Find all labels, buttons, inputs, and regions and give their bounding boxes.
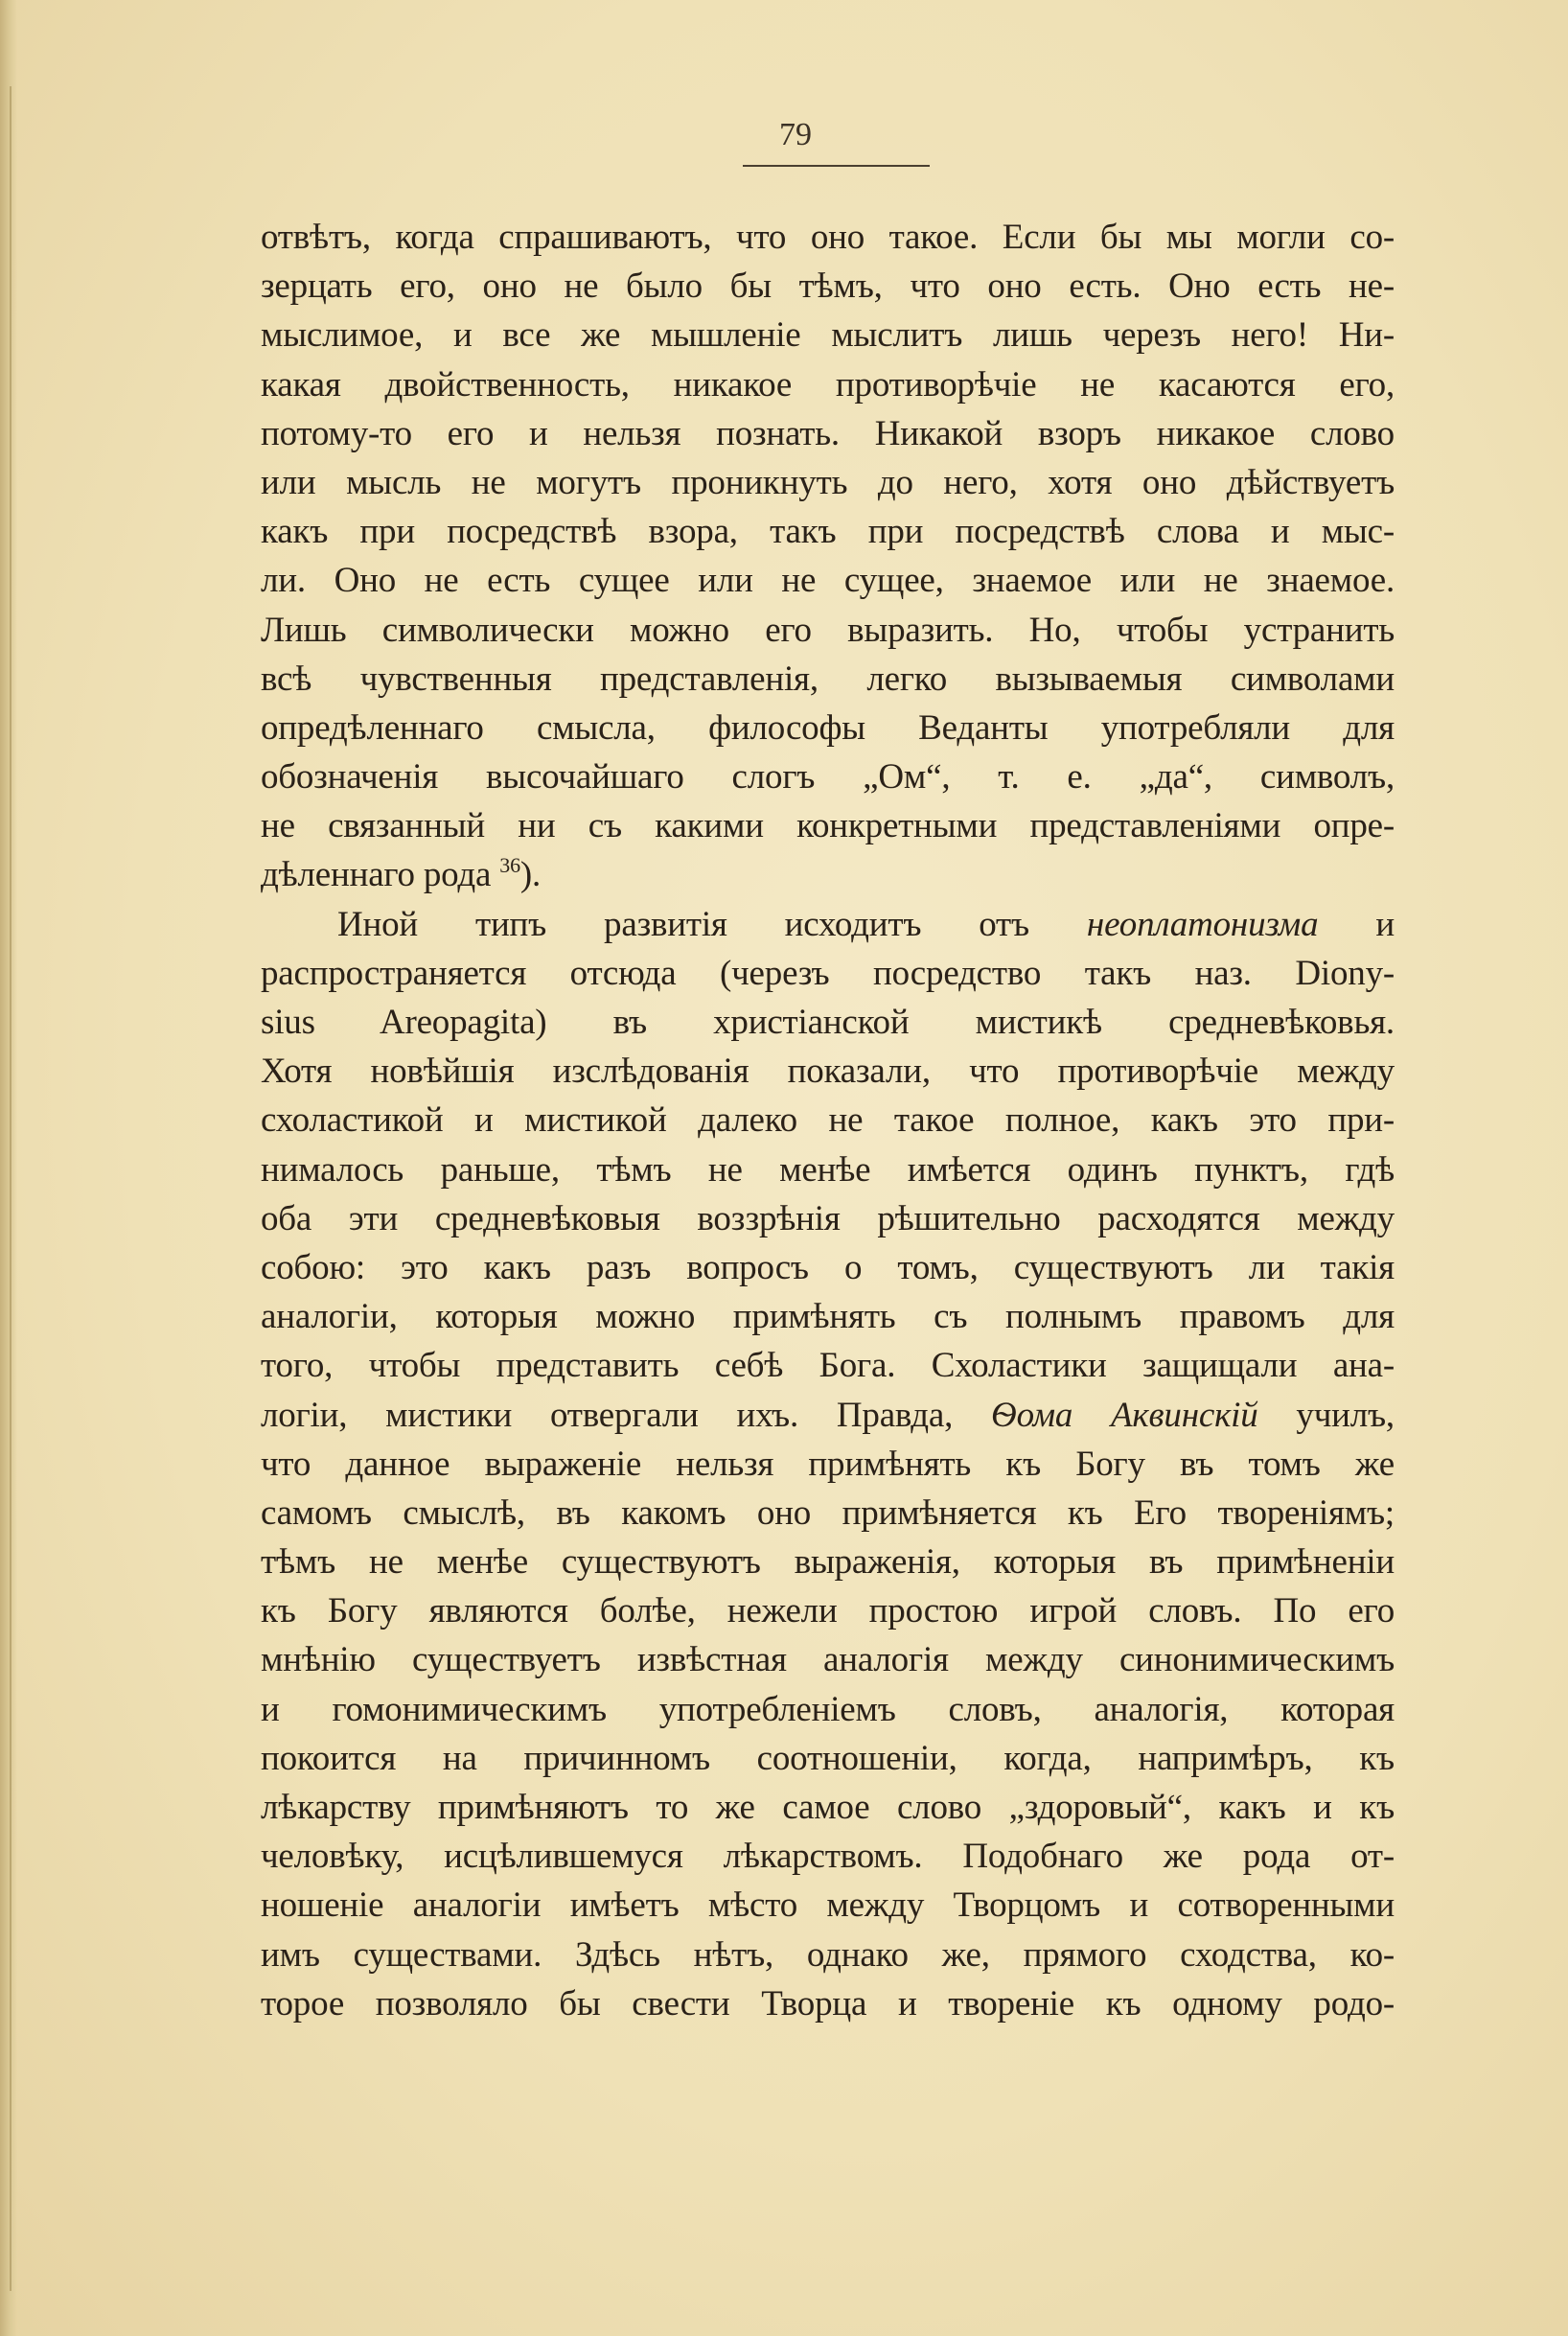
- text-line: мнѣнію существуетъ извѣстная аналогія между синонимическимъ: [261, 1640, 1395, 1680]
- italic-name: Ѳома Аквинскій: [991, 1395, 1258, 1435]
- paragraph-first-line: [261, 900, 1395, 949]
- line-text: и: [1375, 904, 1395, 944]
- binding-edge: [10, 86, 12, 2291]
- text-line: распространяется отсюда (черезъ посредство такъ наз. Dionу-: [261, 953, 1395, 993]
- italic-term: неоплатонизма: [1086, 904, 1319, 944]
- line-text: ).: [519, 855, 542, 895]
- text-line: [261, 1391, 1395, 1440]
- text-line: человѣку, исцѣлившемуся лѣкарствомъ. Подобнаго же рода от-: [261, 1837, 1395, 1877]
- text-line: имъ существами. Здѣсь нѣтъ, однако же, прямого сходства, ко-: [261, 1934, 1395, 1975]
- text-line: собою: это какъ разъ вопросъ о томъ, существуютъ ли такія: [261, 1247, 1395, 1287]
- text-line: обозначенія высочайшаго слогъ „Ом“, т. е. „да“, символъ,: [261, 757, 1395, 798]
- text-line: мыслимое, и все же мышленіе мыслитъ лишь черезъ него! Ни-: [261, 315, 1395, 356]
- text-line: не связанный ни съ какими конкретными представленіями опре-: [261, 806, 1395, 846]
- text-line: торое позволяло бы свести Творца и твореніе къ одному родо-: [261, 1983, 1395, 2024]
- line-text: дѣленнаго рода: [261, 855, 492, 895]
- text-line: тѣмъ не менѣе существуютъ выраженія, которыя въ примѣненіи: [261, 1542, 1395, 1583]
- page-spine-shadow: [0, 0, 17, 2336]
- text-line: Лишь символически можно его выразить. Но, чтобы устранить: [261, 610, 1395, 650]
- text-line: потому-то его и нельзя познать. Никакой взоръ никакое слово: [261, 413, 1395, 453]
- text-line: отвѣтъ, когда спрашиваютъ, что оно такое. Если бы мы могли со-: [261, 218, 1395, 257]
- text-line: какая двойственность, никакое противорѣчіе не касаются его,: [261, 364, 1395, 405]
- text-line: лѣкарству примѣняютъ то же самое слово „здоровый“, какъ и къ: [261, 1788, 1395, 1827]
- text-line: схоластикой и мистикой далеко не такое полное, какъ это при-: [261, 1100, 1395, 1141]
- text-line: [261, 850, 1395, 899]
- text-line: оба эти средневѣковыя воззрѣнія рѣшительно расходятся между: [261, 1198, 1395, 1238]
- text-line: опредѣленнаго смысла, философы Веданты употребляли для: [261, 707, 1395, 748]
- page-number-rule: [743, 165, 930, 167]
- text-line: ношеніе аналогіи имѣетъ мѣсто между Творцомъ и сотворенными: [261, 1885, 1395, 1926]
- text-line: самомъ смыслѣ, въ какомъ оно примѣняется къ Его твореніямъ;: [261, 1492, 1395, 1533]
- page-number: 79: [779, 117, 812, 152]
- text-line: Хотя новѣйшія изслѣдованія показали, что противорѣчіе между: [261, 1052, 1395, 1092]
- text-line: того, чтобы представить себѣ Бога. Схоластики защищали ана-: [261, 1346, 1395, 1386]
- text-line: всѣ чувственныя представленія, легко вызываемыя символами: [261, 659, 1395, 699]
- text-line: sius Areopagita) въ христіанской мистикѣ средневѣковья.: [261, 1003, 1395, 1042]
- text-line: что данное выраженіе нельзя примѣнять къ Богу въ томъ же: [261, 1444, 1395, 1484]
- footnote-reference: 36: [499, 853, 520, 878]
- text-line: зерцать его, оно не было бы тѣмъ, что оно есть. Оно есть не-: [261, 266, 1395, 307]
- text-line: или мысль не могутъ проникнуть до него, хотя оно дѣйствуетъ: [261, 462, 1395, 502]
- line-text: училъ,: [1296, 1395, 1395, 1435]
- text-line: и гомонимическимъ употребленіемъ словъ, аналогія, которая: [261, 1689, 1395, 1729]
- text-line: аналогіи, которыя можно примѣнять съ полнымъ правомъ для: [261, 1297, 1395, 1337]
- text-line: къ Богу являются болѣе, нежели простою игрой словъ. По его: [261, 1591, 1395, 1631]
- text-line: покоится на причинномъ соотношеніи, когда, напримѣръ, къ: [261, 1738, 1395, 1778]
- text-line: нималось раньше, тѣмъ не менѣе имѣется одинъ пунктъ, гдѣ: [261, 1149, 1395, 1190]
- text-line: ли. Оно не есть сущее или не сущее, знаемое или не знаемое.: [261, 561, 1395, 601]
- text-line: какъ при посредствѣ взора, такъ при посредствѣ слова и мыс-: [261, 512, 1395, 552]
- body-text: [261, 213, 1395, 2028]
- line-text: Иной типъ развитія исходитъ отъ: [337, 904, 1029, 944]
- line-text: логіи, мистики отвергали ихъ. Правда,: [261, 1395, 954, 1435]
